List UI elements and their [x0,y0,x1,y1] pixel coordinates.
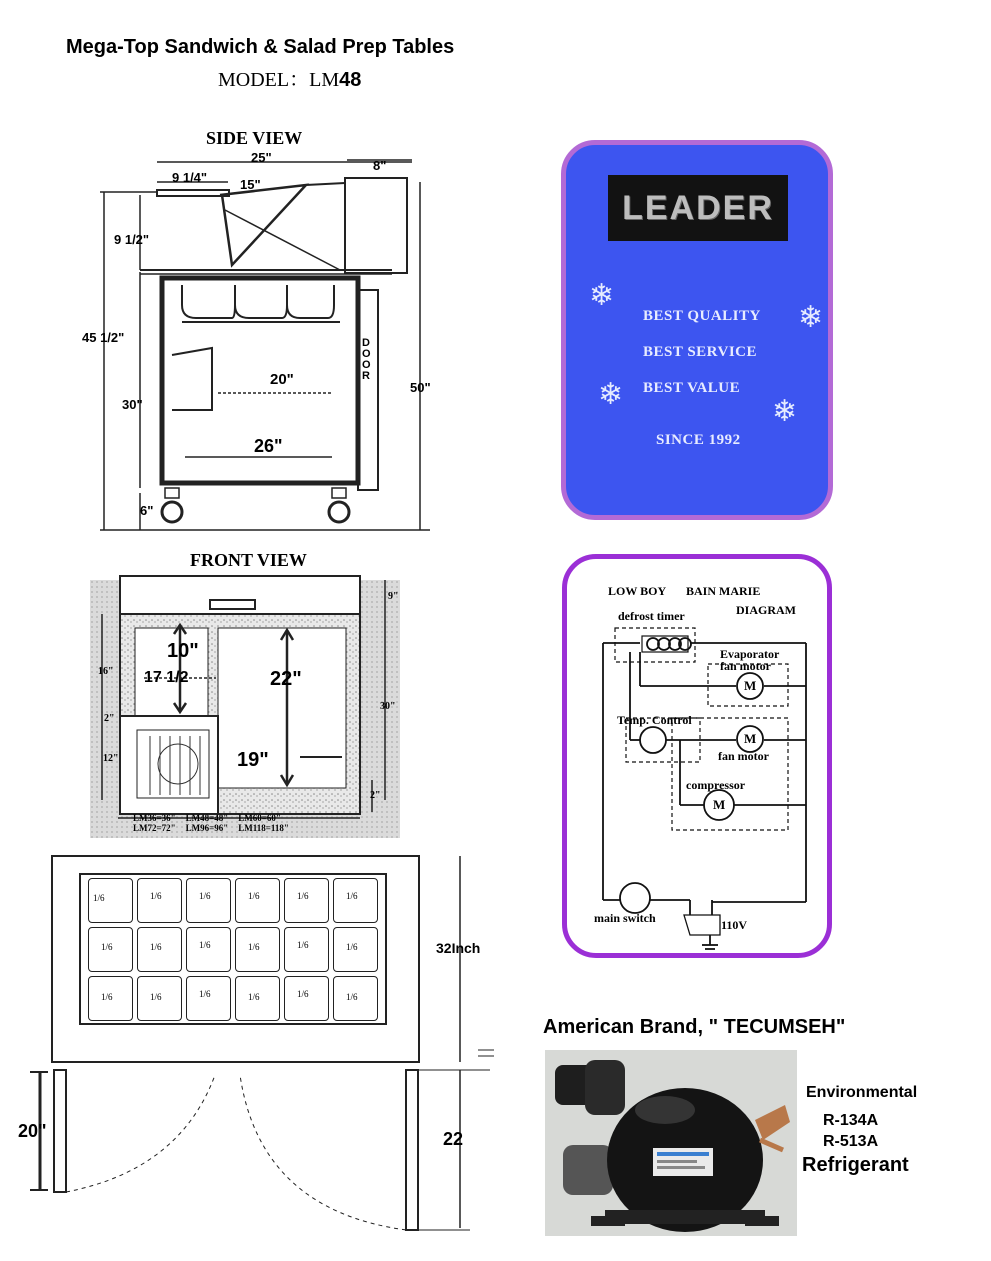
dim-front-top: 9" [388,591,399,602]
voltage-label: 110V [721,918,748,932]
dim-mid-top: 15" [240,177,261,192]
pan-slot: 1/6 [284,878,329,923]
door-left-dim: 20" [18,1121,47,1141]
motor-m-icon: M [713,797,726,812]
temp-control-label: Temp. Control [617,713,692,727]
dim-top-width: 25" [251,150,272,165]
dim-outer-depth: 26" [254,436,283,456]
door-right-dim: 22 [443,1129,464,1149]
leader-logo: LEADER [608,175,788,241]
leader-since: SINCE 1992 [656,432,741,448]
pan-slot: 1/6 [186,878,231,923]
dim-inner-depth: 20" [270,371,294,388]
pan-slot: 1/6 [235,976,280,1021]
snowflake-icon: ❄ [772,395,798,428]
pan-slot: 1/6 [333,878,378,923]
dim-front-2r: 2" [370,790,381,801]
pan-slot: 1/6 [137,976,182,1021]
pan-slot: 1/6 [333,927,378,972]
refrigerant-label: Refrigerant [802,1154,909,1176]
motor-m-icon: M [744,731,757,746]
diagram-title-left: LOW BOY [608,584,667,598]
door-label: DOOR [362,337,371,382]
main-switch-label: main switch [594,911,656,925]
motor-m-icon: M [744,678,757,693]
dim-total-left: 45 1/2" [82,330,125,345]
pan-slot: 1/6 [284,927,329,972]
dim-height-22: 22" [270,668,302,690]
fan-motor-label: fan motor [718,749,769,763]
dim-width-17: 17 1/2 [144,669,189,686]
evaporator-fan-label: fan motor [720,659,771,673]
dim-shelf-10: 10" [167,640,199,662]
snowflake-icon: ❄ [598,378,624,411]
dim-width-19: 19" [237,749,269,771]
leader-line-value: BEST VALUE [643,380,741,396]
leader-line-quality: BEST QUALITY [643,308,761,324]
pan-slot: 1/6 [88,878,133,923]
dim-left-top: 9 1/4" [172,170,208,185]
pan-slot: 1/6 [88,976,133,1021]
pan-slot: 1/6 [186,976,231,1021]
pan-slot: 1/6 [137,878,182,923]
compressor-photo [545,1050,797,1236]
diagram-title-right: BAIN MARIE [686,584,761,598]
page-title: Mega-Top Sandwich & Salad Prep Tables [66,36,455,58]
pan-slot: 1/6 [333,976,378,1021]
compressor-brand: American Brand, " TECUMSEH" [543,1016,846,1038]
compressor-label: compressor [686,778,746,792]
pan-slot: 1/6 [186,927,231,972]
snowflake-icon: ❄ [798,301,824,334]
dim-caster-height: 6" [140,503,154,518]
dim-front-2: 2" [104,713,115,724]
dim-front-30: 30" [380,701,396,712]
dim-total-right: 50" [410,380,431,395]
pan-slot: 1/6 [284,976,329,1021]
front-view-title: FRONT VIEW [190,550,307,570]
env-label: Environmental [806,1084,918,1101]
snowflake-icon: ❄ [589,279,615,312]
refrigerant-r513a: R-513A [823,1133,879,1150]
pan-slot: 1/6 [88,927,133,972]
dim-lid-height: 9 1/2" [114,232,150,247]
side-view-title: SIDE VIEW [206,128,303,148]
dim-front-16: 16" [98,666,114,677]
dim-right-top: 8" [373,158,387,173]
refrigerant-r134a: R-134A [823,1112,879,1129]
model-label: MODEL：LM48 [218,69,362,91]
pan-slot: 1/6 [235,878,280,923]
defrost-timer-label: defrost timer [618,609,685,623]
depth-label: 32Inch [436,940,481,956]
leader-line-service: BEST SERVICE [643,344,757,360]
pan-slot: 1/6 [235,927,280,972]
model-widths: LM36=36" LM48=48" LM60=60" LM72=72" LM96=96" LM118=118" [133,813,289,833]
dim-front-12: 12" [103,753,119,764]
evaporator-label: Evaporator [720,647,780,661]
diagram-title-sub: DIAGRAM [736,603,796,617]
dim-cabinet-height: 30" [122,397,143,412]
pan-slot: 1/6 [137,927,182,972]
